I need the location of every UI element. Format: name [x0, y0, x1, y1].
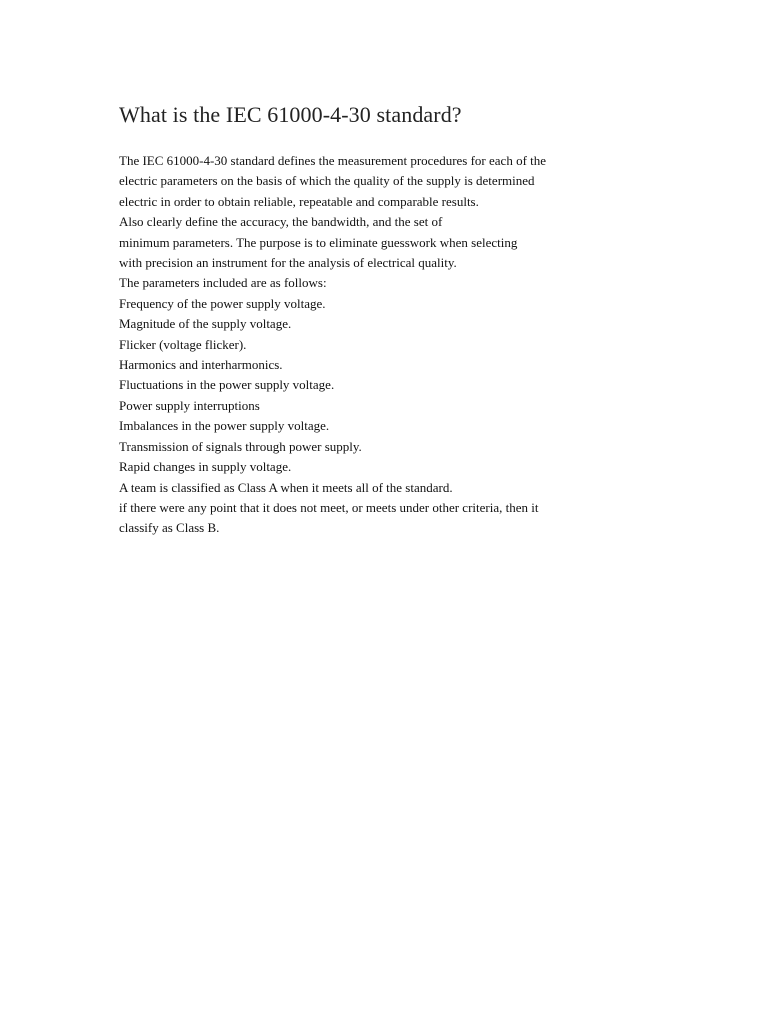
parameter-item: Harmonics and interharmonics. — [119, 357, 283, 373]
body-line: A team is classified as Class A when it meets all of the standard. — [119, 479, 453, 495]
parameter-item: Magnitude of the supply voltage. — [119, 316, 292, 332]
document-title: What is the IEC 61000-4-30 standard? — [119, 102, 462, 127]
parameter-item: Transmission of signals through power supply. — [119, 438, 362, 454]
parameter-item: Power supply interruptions — [119, 397, 260, 413]
parameter-item: Rapid changes in supply voltage. — [119, 459, 292, 475]
document-body — [119, 151, 719, 539]
parameter-item: Frequency of the power supply voltage. — [119, 295, 326, 311]
body-line: electric parameters on the basis of which the quality of the supply is determined — [119, 173, 535, 189]
parameter-item: Flicker (voltage flicker). — [119, 336, 247, 352]
body-line: classify as Class B. — [119, 520, 220, 536]
body-line: Also clearly define the accuracy, the bandwidth, and the set of — [119, 214, 443, 230]
parameter-item: Imbalances in the power supply voltage. — [119, 418, 330, 434]
body-line: with precision an instrument for the analysis of electrical quality. — [119, 255, 457, 271]
body-line: minimum parameters. The purpose is to eliminate guesswork when selecting — [119, 234, 518, 250]
body-line: The parameters included are as follows: — [119, 275, 327, 291]
body-line: The IEC 61000-4-30 standard defines the measurement procedures for each of the — [119, 153, 547, 168]
parameter-item: Fluctuations in the power supply voltage. — [119, 377, 335, 393]
body-line: if there were any point that it does not meet, or meets under other criteria, then it — [119, 499, 539, 515]
body-line: electric in order to obtain reliable, repeatable and comparable results. — [119, 193, 479, 209]
document-page — [119, 100, 719, 539]
